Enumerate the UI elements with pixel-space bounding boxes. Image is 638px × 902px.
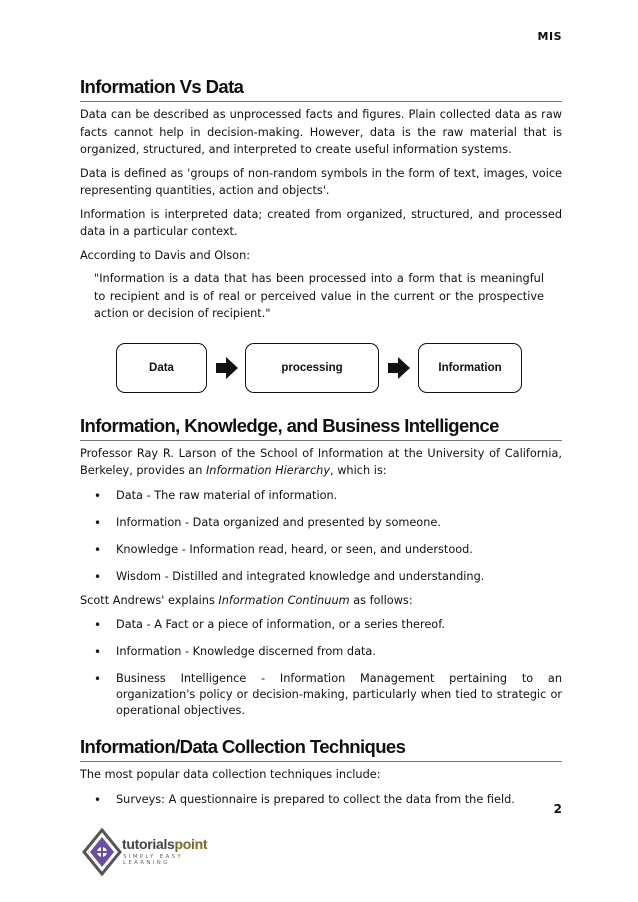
section-title-data-collection: Information/Data Collection Techniques [80, 736, 562, 762]
paragraph: Information is interpreted data; created from organized, structured, and processed data in a particular context. [80, 207, 562, 238]
list-item: • Information - Data organized and presented by someone. [80, 515, 562, 531]
list-item: • Business Intelligence - Information Management pertaining to an organization's policy or decision-making, particularly when tied to strategic or operational objectives. [80, 671, 562, 719]
page-content [80, 76, 562, 808]
list-item: • Wisdom - Distilled and integrated knowledge and understanding. [80, 569, 562, 585]
flow-box-processing: processing [245, 343, 379, 393]
tutorialspoint-logo [80, 822, 230, 882]
paragraph: According to Davis and Olson: [80, 248, 251, 262]
flow-box-information: Information [418, 343, 522, 393]
flow-box-data: Data [116, 343, 207, 393]
data-flow-diagram [80, 343, 562, 395]
list-item: • Surveys: A questionnaire is prepared to collect the data from the field. [80, 792, 562, 808]
logo-diamond-icon [80, 822, 124, 882]
right-arrow-icon [388, 357, 410, 379]
paragraph: Professor Ray R. Larson of the School of Information at the University of California, Berkeley, provides an Information Hierarchy, which is: [80, 446, 562, 477]
list-item: • Information - Knowledge discerned from data. [80, 644, 562, 660]
paragraph: Scott Andrews' explains Information Continuum as follows: [80, 593, 413, 607]
list-item: • Data - A Fact or a piece of information, or a series thereof. [80, 617, 562, 633]
information-hierarchy-list [80, 488, 562, 585]
logo-wordmark: tutorialspoint [122, 836, 208, 852]
collection-techniques-list [80, 792, 562, 808]
logo-tagline: SIMPLY EASY LEARNING [123, 854, 184, 866]
paragraph: Data can be described as unprocessed facts and figures. Plain collected data as raw facts cannot help in decision-making. However, data is the raw material that is organized, structured, and interpreted to create useful information systems. [80, 108, 562, 156]
list-item: • Data - The raw material of information. [80, 488, 562, 504]
header-doc-code: MIS [537, 30, 562, 43]
page-number: 2 [553, 802, 562, 816]
paragraph: Data is defined as 'groups of non-random symbols in the form of text, images, voice representing quantities, action and objects'. [80, 166, 562, 197]
emphasis: Information Hierarchy [205, 464, 331, 477]
emphasis: Information Continuum [218, 593, 350, 607]
list-item: • Knowledge - Information read, heard, or seen, and understood. [80, 542, 562, 558]
right-arrow-icon [216, 357, 238, 379]
davis-olson-quote: "Information is a data that has been processed into a form that is meaningful to recipient and is of real or perceived value in the current or the prospective action or decision of recipient." [94, 272, 544, 320]
information-continuum-list [80, 617, 562, 719]
section-title-information-vs-data: Information Vs Data [80, 76, 562, 102]
paragraph: The most popular data collection techniques include: [80, 768, 381, 781]
section-title-information-knowledge-bi: Information, Knowledge, and Business Intelligence [80, 415, 562, 441]
